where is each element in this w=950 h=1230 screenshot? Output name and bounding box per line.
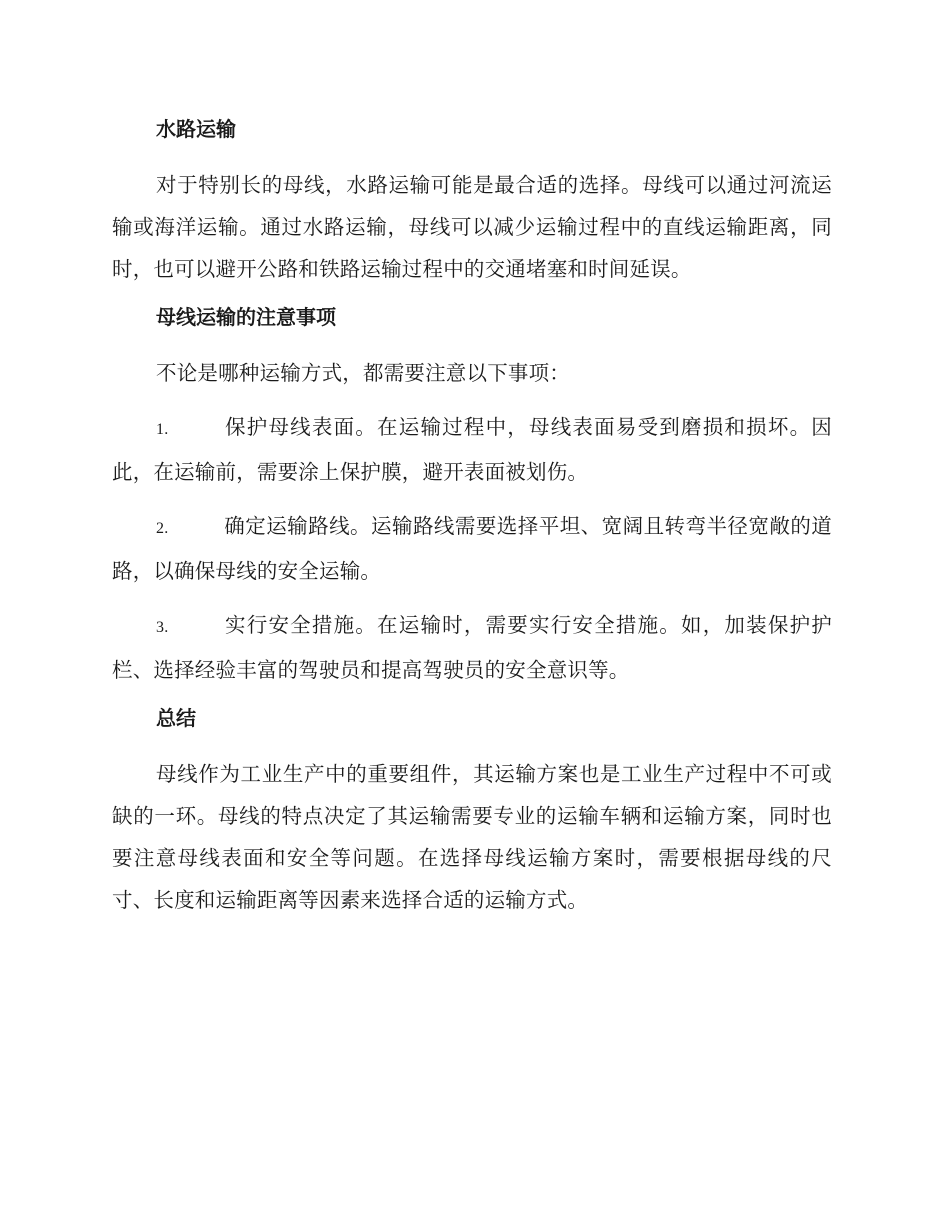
list-item-number: 3.: [156, 619, 169, 636]
section-heading-summary: 总结: [156, 706, 196, 730]
list-item-number: 1.: [156, 421, 169, 438]
section-heading-precautions: 母线运输的注意事项: [156, 305, 336, 329]
section-paragraph-waterway: 对于特别长的母线，水路运输可能是最合适的选择。母线可以通过河流运输或海洋运输。通过水路运输，母线可以减少运输过程中的直线运输距离，同时，也可以避开公路和铁路运输过程中的交通堵塞和时间延误。: [112, 173, 832, 281]
list-item: [112, 604, 832, 691]
section-paragraph-precautions: 不论是哪种运输方式，都需要注意以下事项：: [156, 361, 570, 385]
section-heading-waterway: 水路运输: [156, 117, 236, 141]
list-item-text: 保护母线表面。在运输过程中，母线表面易受到磨损和损坏。因此，在运输前，需要涂上保护膜，避开表面被划伤。: [112, 415, 832, 484]
section-paragraph-summary: 母线作为工业生产中的重要组件，其运输方案也是工业生产过程中不可或缺的一环。母线的特点决定了其运输需要专业的运输车辆和运输方案，同时也要注意母线表面和安全等问题。在选择母线运输方案时，需要根据母线的尺寸、长度和运输距离等因素来选择合适的运输方式。: [112, 762, 832, 912]
document-page: [112, 104, 832, 933]
list-item-text: 确定运输路线。运输路线需要选择平坦、宽阔且转弯半径宽敞的道路，以确保母线的安全运输。: [112, 514, 832, 583]
list-item-text: 实行安全措施。在运输时，需要实行安全措施。如，加装保护护栏、选择经验丰富的驾驶员和提高驾驶员的安全意识等。: [112, 613, 832, 682]
list-item: [112, 406, 832, 493]
list-item: [112, 505, 832, 592]
list-item-number: 2.: [156, 520, 169, 537]
